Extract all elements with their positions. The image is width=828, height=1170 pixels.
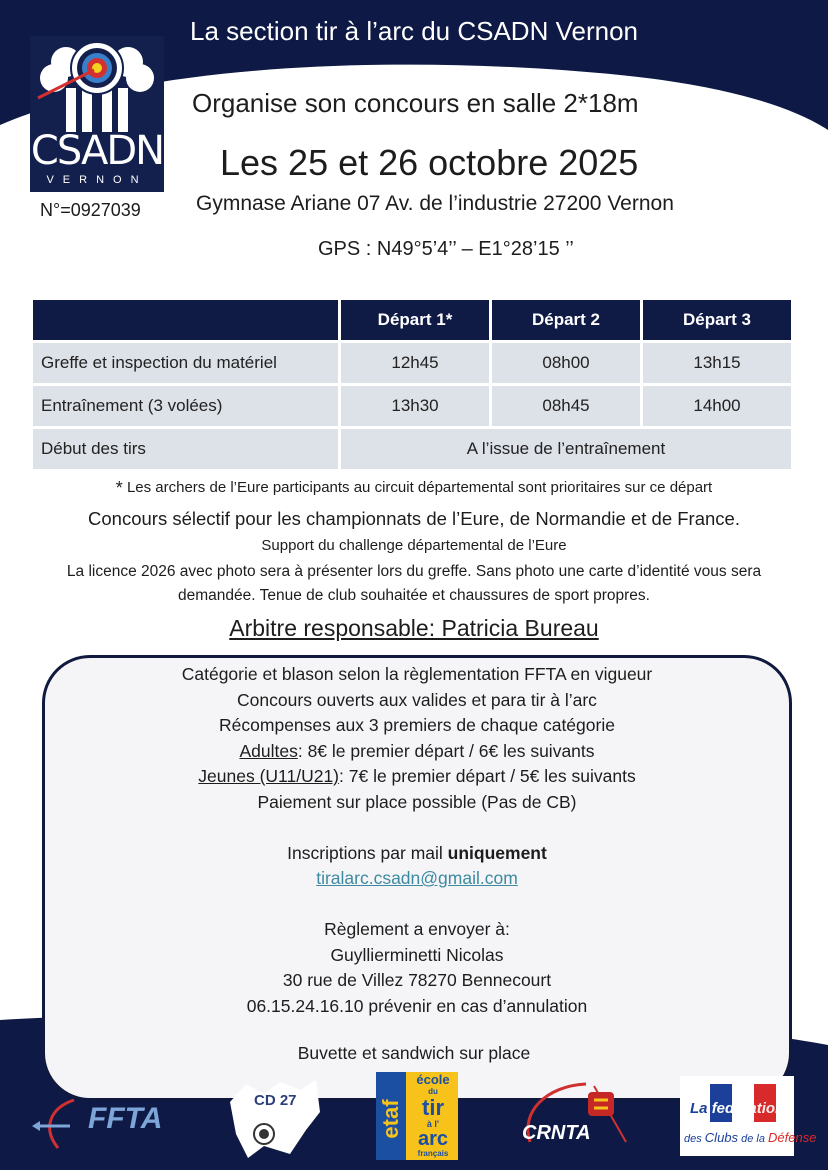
license-note-line-1: La licence 2026 avec photo sera à présenter lors du greffe. Sans photo une carte d’identité vous sera	[66, 563, 762, 580]
header-title: La section tir à l’arc du CSADN Vernon	[190, 16, 638, 46]
crnta-arrow-icon	[516, 1072, 636, 1160]
support-note: Support du challenge départemental de l’Eure	[261, 537, 567, 554]
schedule-header-depart-2: Départ 2	[492, 300, 640, 340]
federation-logo	[680, 1076, 817, 1156]
federation-subtext: des Clubs de la Défense	[684, 1130, 817, 1145]
ffta-text: FFTA	[88, 1102, 163, 1135]
schedule-cell: 08h00	[492, 343, 640, 383]
ecole-logo	[376, 1072, 458, 1160]
youth-label: Jeunes (U11/U21)	[198, 766, 340, 786]
info-line: Catégorie et blason selon la règlementation FFTA en vigueur	[181, 664, 653, 684]
crnta-text: CRNTA	[522, 1122, 591, 1144]
logo-subtext: VERNON	[46, 174, 148, 186]
federation-text: La federation	[690, 1100, 785, 1117]
schedule-header-depart-1: Départ 1*	[341, 300, 489, 340]
info-line: Concours ouverts aux valides et para tir à l’arc	[237, 689, 597, 710]
event-subtitle: Organise son concours en salle 2*18m	[192, 88, 639, 118]
schedule-cell: 13h15	[643, 343, 791, 383]
table-row	[33, 429, 791, 469]
adult-price-line	[42, 739, 792, 765]
schedule-cell: 12h45	[341, 343, 489, 383]
contact-name: Guyllierminetti Nicolas	[330, 944, 504, 965]
table-row	[33, 343, 791, 383]
schedule-cell: 14h00	[643, 386, 791, 426]
schedule-cell: 13h30	[341, 386, 489, 426]
cd27-text: CD 27	[254, 1092, 297, 1109]
event-address: Gymnase Ariane 07 Av. de l’industrie 27200 Vernon	[196, 192, 674, 215]
info-line: Récompenses aux 3 premiers de chaque catégorie	[219, 715, 615, 735]
registration-prefix: Inscriptions par mail	[287, 842, 448, 863]
crnta-logo	[516, 1072, 636, 1160]
csadn-logo	[30, 36, 164, 192]
event-gps: GPS : N49°5’4’’ – E1°28’15 ’’	[318, 238, 574, 260]
ffta-arrow-icon	[30, 1096, 80, 1156]
schedule-header-row	[33, 300, 791, 340]
ecole-text: école du tir à l' arc français	[416, 1072, 450, 1158]
club-number: N°=0927039	[40, 200, 141, 220]
contact-phone: 06.15.24.16.10 prévenir en cas d’annulation	[246, 995, 588, 1016]
selective-note: Concours sélectif pour les championnats de l’Eure, de Normandie et de France.	[88, 508, 740, 529]
buvette-note: Buvette et sandwich sur place	[297, 1043, 531, 1063]
license-note-line-2: demandée. Tenue de club souhaitée et chaussures de sport propres.	[178, 587, 650, 604]
departure-note-text: Les archers de l’Eure participants au circuit départemental sont prioritaires sur ce départ	[126, 479, 713, 496]
schedule-table	[30, 297, 794, 472]
schedule-cell-merged: A l’issue de l’entraînement	[341, 429, 791, 469]
schedule-header-depart-3: Départ 3	[643, 300, 791, 340]
eure-map-icon	[224, 1072, 324, 1162]
registration-line	[42, 841, 792, 867]
event-dates: Les 25 et 26 octobre 2025	[220, 142, 639, 183]
adults-label: Adultes	[239, 740, 298, 761]
info-line: Paiement sur place possible (Pas de CB)	[257, 791, 577, 812]
info-line: Règlement a envoyer à:	[324, 919, 510, 939]
schedule-header-empty	[33, 300, 338, 340]
schedule-cell: 08h45	[492, 386, 640, 426]
info-text	[42, 662, 792, 1019]
adults-price: : 8€ le premier départ / 6€ les suivants	[297, 740, 595, 761]
youth-price-line	[42, 764, 792, 790]
ffta-logo	[30, 1072, 180, 1160]
referee-note: Arbitre responsable: Patricia Bureau	[229, 615, 599, 641]
note-star: *	[115, 478, 123, 498]
schedule-row-label: Greffe et inspection du matériel	[33, 343, 338, 383]
email-link[interactable]: tiralarc.csadn@gmail.com	[316, 868, 518, 888]
schedule-row-label: Début des tirs	[33, 429, 338, 469]
departure-note	[0, 478, 828, 499]
registration-bold: uniquement	[447, 842, 547, 863]
schedule-row-label: Entraînement (3 volées)	[33, 386, 338, 426]
youth-price: : 7€ le premier départ / 5€ les suivants	[339, 766, 636, 786]
logo-text: CSADN	[30, 128, 164, 174]
contact-address: 30 rue de Villez 78270 Bennecourt	[282, 970, 552, 990]
cd27-logo	[224, 1072, 324, 1160]
etaf-text: etaf	[378, 1099, 403, 1139]
table-row	[33, 386, 791, 426]
